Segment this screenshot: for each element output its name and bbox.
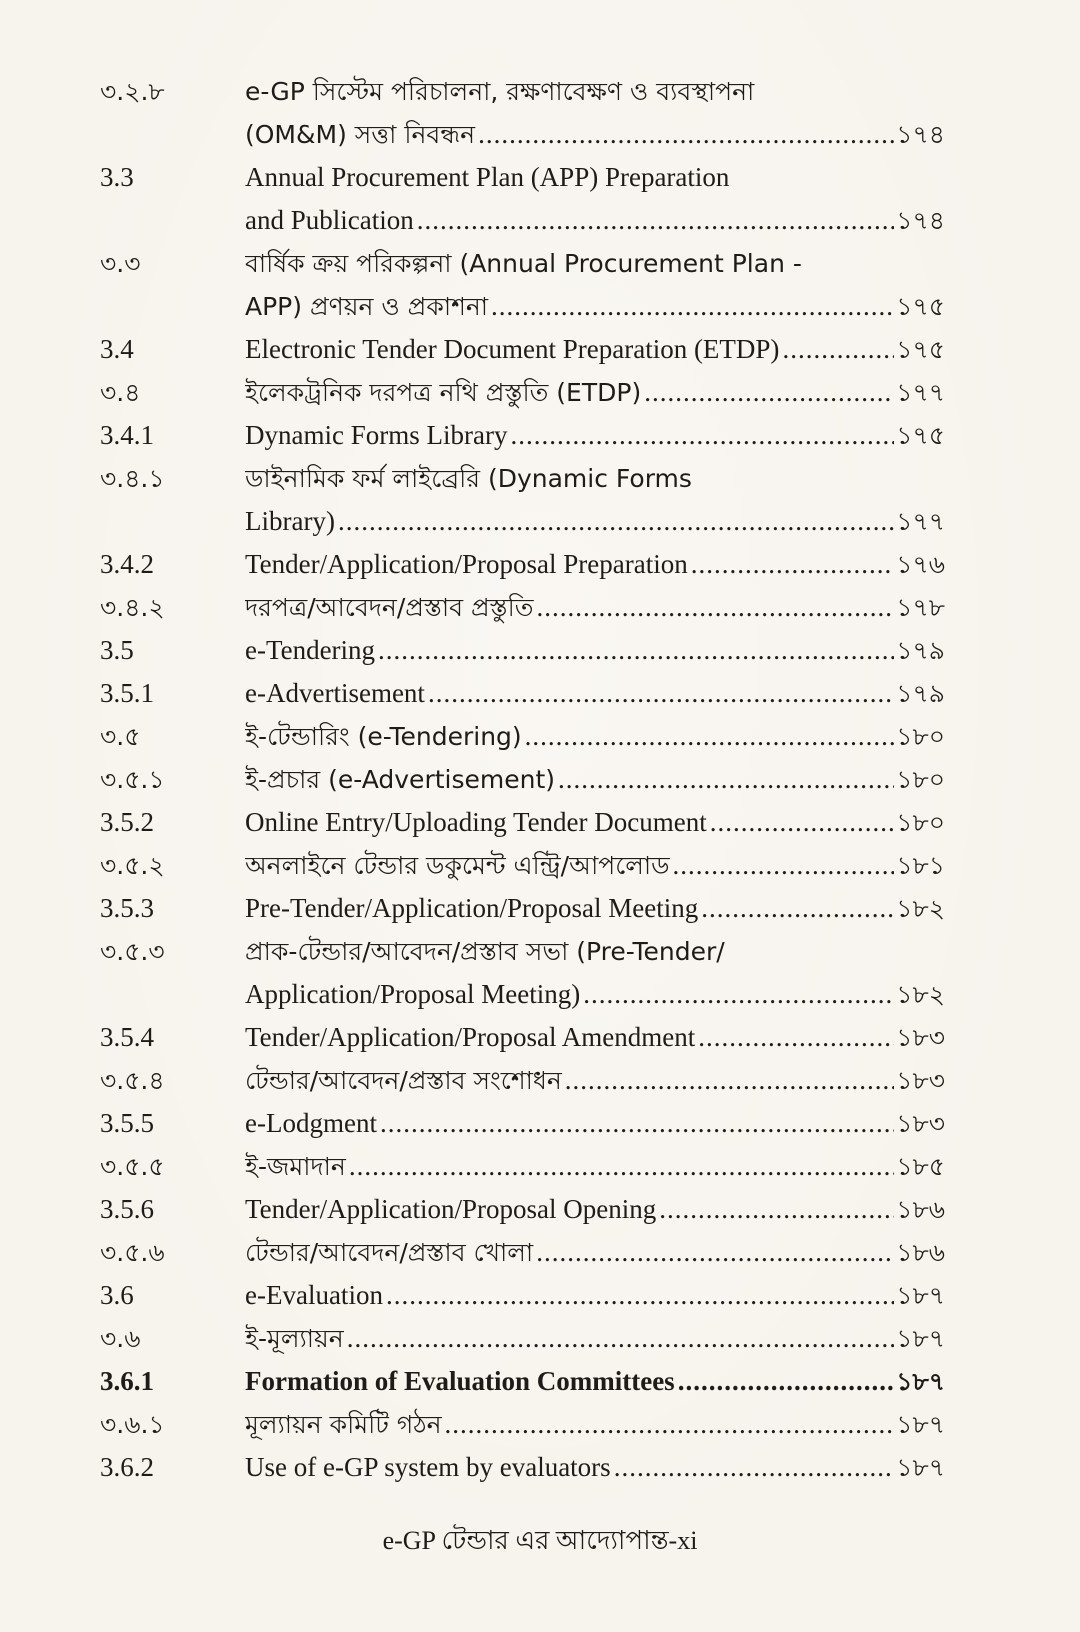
toc-entry <box>100 844 945 887</box>
entry-title: Online Entry/Uploading Tender Document <box>245 807 707 837</box>
toc-entry <box>100 672 945 715</box>
entry-body <box>245 1274 945 1317</box>
page-number: ১৮৬ <box>896 1195 945 1224</box>
entry-title: ই-প্রচার (e-Advertisement) <box>245 765 556 794</box>
entry-title-last-line <box>245 500 945 543</box>
dot-leader <box>698 887 894 930</box>
entry-body <box>245 242 945 328</box>
entry-title-last-line <box>245 328 945 371</box>
page-number: ১৮০ <box>896 808 945 837</box>
dot-leader <box>580 973 894 1016</box>
toc-entry <box>100 801 945 844</box>
page-number: ১৮৭ <box>896 1410 945 1439</box>
entry-title-last-line <box>245 1231 945 1274</box>
section-number: ৩.৪ <box>100 378 141 407</box>
entry-title-last-line <box>245 973 945 1016</box>
toc-entry <box>100 930 945 1016</box>
entry-body <box>245 715 945 758</box>
section-number: 3.5.4 <box>100 1022 154 1052</box>
entry-title-last-line <box>245 1274 945 1317</box>
page-number: ১৭৪ <box>896 120 945 149</box>
section-number: 3.4.1 <box>100 420 154 450</box>
dot-leader <box>442 1403 895 1446</box>
entry-body <box>245 887 945 930</box>
page-number: ১৮২ <box>896 980 945 1009</box>
page-number: ১৮০ <box>896 722 945 751</box>
page-number: ১৮৭ <box>896 1367 945 1396</box>
page-number: ১৭৬ <box>896 550 945 579</box>
page-number: ১৭৫ <box>896 292 945 321</box>
entry-body <box>245 844 945 887</box>
entry-title: Application/Proposal Meeting) <box>245 979 581 1009</box>
page-number: ১৮০ <box>896 765 945 794</box>
entry-title: অনলাইনে টেন্ডার ডকুমেন্ট এন্ট্রি/আপলোড <box>245 851 670 880</box>
toc-entry <box>100 1317 945 1360</box>
entry-title-last-line <box>245 586 945 629</box>
page-number: ১৭৫ <box>896 421 945 450</box>
toc-entry <box>100 887 945 930</box>
toc-entry <box>100 543 945 586</box>
entry-title-last-line <box>245 629 945 672</box>
page-number: ১৮৩ <box>896 1066 945 1095</box>
entry-title: দরপত্র/আবেদন/প্রস্তাব প্রস্তুতি <box>245 593 534 622</box>
dot-leader <box>346 1145 894 1188</box>
dot-leader <box>425 672 894 715</box>
entry-title-last-line <box>245 801 945 844</box>
page-number: ১৭৯ <box>896 636 945 665</box>
section-number: 3.4 <box>100 334 134 364</box>
page-footer: e-GP টেন্ডার এর আদ্যোপান্ত-xi <box>382 1526 698 1555</box>
entry-title-last-line <box>245 672 945 715</box>
dot-leader <box>562 1059 895 1102</box>
dot-leader <box>534 586 895 629</box>
entry-title: ই-মূল্যায়ন <box>245 1324 344 1353</box>
entry-body <box>245 1059 945 1102</box>
section-number: 3.6.1 <box>100 1366 154 1396</box>
dot-leader <box>555 758 894 801</box>
page-number: ১৮৭ <box>896 1324 945 1353</box>
entry-title: Pre-Tender/Application/Proposal Meeting <box>245 893 699 923</box>
toc-entry <box>100 1274 945 1317</box>
entry-title-line: ডাইনামিক ফর্ম লাইব্রেরি (Dynamic Forms <box>245 464 692 493</box>
dot-leader <box>375 629 894 672</box>
toc-entry <box>100 1016 945 1059</box>
entry-title-last-line <box>245 844 945 887</box>
section-number: ৩.৩ <box>100 249 141 278</box>
entry-title-last-line <box>245 1403 945 1446</box>
section-number: 3.5.1 <box>100 678 154 708</box>
section-number: ৩.৪.২ <box>100 593 165 622</box>
dot-leader <box>335 500 894 543</box>
dot-leader <box>707 801 895 844</box>
section-number: 3.5.5 <box>100 1108 154 1138</box>
entry-title: টেন্ডার/আবেদন/প্রস্তাব সংশোধন <box>245 1066 562 1095</box>
entry-title-line: e-GP সিস্টেম পরিচালনা, রক্ষণাবেক্ষণ ও ব্যবস্থাপনা <box>245 77 755 106</box>
toc-entry <box>100 758 945 801</box>
entry-body <box>245 1145 945 1188</box>
dot-leader <box>611 1446 895 1489</box>
toc-entry <box>100 715 945 758</box>
toc-entry <box>100 1360 945 1403</box>
entry-body <box>245 1403 945 1446</box>
section-number: 3.6.2 <box>100 1452 154 1482</box>
dot-leader <box>688 543 895 586</box>
entry-title-last-line <box>245 1016 945 1059</box>
toc-entry <box>100 629 945 672</box>
entry-title: ই-টেন্ডারিং (e-Tendering) <box>245 722 522 751</box>
section-number: 3.5.3 <box>100 893 154 923</box>
page-number: ১৮৭ <box>896 1453 945 1482</box>
entry-body <box>245 1102 945 1145</box>
section-number: 3.3 <box>100 162 134 192</box>
toc-entry <box>100 586 945 629</box>
entry-body <box>245 371 945 414</box>
toc-entry <box>100 1145 945 1188</box>
entry-body <box>245 672 945 715</box>
entry-title-line: Annual Procurement Plan (APP) Preparation <box>245 162 730 192</box>
toc-entry <box>100 414 945 457</box>
entry-title-line: বার্ষিক ক্রয় পরিকল্পনা (Annual Procurement Plan - <box>245 249 802 278</box>
toc-entry <box>100 1403 945 1446</box>
dot-leader <box>522 715 895 758</box>
section-number: 3.5.6 <box>100 1194 154 1224</box>
section-number: 3.5 <box>100 635 134 665</box>
entry-body <box>245 758 945 801</box>
entry-title: APP) প্রণয়ন ও প্রকাশনা <box>245 292 489 321</box>
entry-title: and Publication <box>245 205 414 235</box>
table-of-contents <box>100 70 945 1489</box>
section-number: ৩.৫.২ <box>100 851 165 880</box>
entry-title-last-line <box>245 758 945 801</box>
entry-body <box>245 414 945 457</box>
dot-leader <box>488 285 894 328</box>
toc-entry <box>100 1102 945 1145</box>
entry-body <box>245 70 945 156</box>
page-number: ১৮৩ <box>896 1023 945 1052</box>
dot-leader <box>779 328 894 371</box>
entry-body <box>245 1317 945 1360</box>
entry-title-last-line <box>245 1145 945 1188</box>
entry-body <box>245 1360 945 1403</box>
entry-title-last-line <box>245 1317 945 1360</box>
page-number: ১৭৭ <box>896 507 945 536</box>
toc-entry <box>100 1231 945 1274</box>
section-number: ৩.৬ <box>100 1324 141 1353</box>
page-number: ১৮২ <box>896 894 945 923</box>
entry-title: Formation of Evaluation Committees <box>245 1366 675 1396</box>
entry-title: e-Lodgment <box>245 1108 377 1138</box>
entry-title: টেন্ডার/আবেদন/প্রস্তাব খোলা <box>245 1238 534 1267</box>
entry-title-last-line <box>245 414 945 457</box>
entry-title: Tender/Application/Proposal Amendment <box>245 1022 696 1052</box>
entry-body <box>245 1231 945 1274</box>
page-number: ১৭৫ <box>896 335 945 364</box>
page-number: ১৭৮ <box>896 593 945 622</box>
page-number: ১৮৭ <box>896 1281 945 1310</box>
entry-body <box>245 457 945 543</box>
entry-title-last-line <box>245 887 945 930</box>
entry-title: e-Evaluation <box>245 1280 383 1310</box>
entry-title: Tender/Application/Proposal Opening <box>245 1194 657 1224</box>
toc-entry <box>100 1059 945 1102</box>
entry-title-last-line <box>245 1446 945 1489</box>
dot-leader <box>377 1102 894 1145</box>
entry-title: Library) <box>245 506 335 536</box>
entry-body <box>245 1446 945 1489</box>
section-number: 3.4.2 <box>100 549 154 579</box>
entry-body <box>245 586 945 629</box>
entry-body <box>245 328 945 371</box>
page-number: ১৮১ <box>896 851 945 880</box>
dot-leader <box>414 199 895 242</box>
section-number: ৩.২.৮ <box>100 77 165 106</box>
toc-entry <box>100 1446 945 1489</box>
page-number: ১৭৭ <box>896 378 945 407</box>
toc-entry <box>100 70 945 156</box>
section-number: ৩.৪.১ <box>100 464 165 493</box>
entry-body <box>245 543 945 586</box>
entry-title-last-line <box>245 1360 945 1403</box>
entry-title-last-line <box>245 543 945 586</box>
entry-body <box>245 930 945 1016</box>
page-number: ১৮৫ <box>896 1152 945 1181</box>
dot-leader <box>533 1231 894 1274</box>
entry-body <box>245 1188 945 1231</box>
entry-body <box>245 1016 945 1059</box>
toc-entry <box>100 156 945 242</box>
dot-leader <box>656 1188 894 1231</box>
dot-leader <box>670 844 895 887</box>
entry-title-last-line <box>245 715 945 758</box>
entry-body <box>245 629 945 672</box>
dot-leader <box>383 1274 894 1317</box>
entry-title-last-line <box>245 371 945 414</box>
toc-entry <box>100 1188 945 1231</box>
entry-title: Dynamic Forms Library <box>245 420 508 450</box>
toc-entry <box>100 328 945 371</box>
entry-title-last-line <box>245 1188 945 1231</box>
dot-leader <box>675 1360 895 1403</box>
entry-body <box>245 156 945 242</box>
page-number: ১৮৩ <box>896 1109 945 1138</box>
dot-leader <box>695 1016 894 1059</box>
entry-title: Electronic Tender Document Preparation (ETDP) <box>245 334 780 364</box>
page-number: ১৮৬ <box>896 1238 945 1267</box>
entry-title: e-Tendering <box>245 635 376 665</box>
section-number: ৩.৫.৫ <box>100 1152 165 1181</box>
dot-leader <box>641 371 894 414</box>
section-number: 3.5.2 <box>100 807 154 837</box>
entry-title-last-line <box>245 199 945 242</box>
toc-entry <box>100 242 945 328</box>
section-number: ৩.৫.৬ <box>100 1238 165 1267</box>
section-number: ৩.৫.১ <box>100 765 165 794</box>
entry-title-line: প্রাক-টেন্ডার/আবেদন/প্রস্তাব সভা (Pre-Tender/ <box>245 937 725 966</box>
section-number: 3.6 <box>100 1280 134 1310</box>
entry-title: মূল্যায়ন কমিটি গঠন <box>245 1410 442 1439</box>
dot-leader <box>475 113 894 156</box>
entry-title: Tender/Application/Proposal Preparation <box>245 549 688 579</box>
section-number: ৩.৬.১ <box>100 1410 165 1439</box>
section-number: ৩.৫ <box>100 722 141 751</box>
page-number: ১৭৯ <box>896 679 945 708</box>
entry-title: ইলেকট্রনিক দরপত্র নথি প্রস্তুতি (ETDP) <box>245 378 642 407</box>
dot-leader <box>344 1317 895 1360</box>
dot-leader <box>507 414 894 457</box>
entry-title: (OM&M) সত্তা নিবন্ধন <box>245 120 476 149</box>
entry-title: ই-জমাদান <box>245 1152 346 1181</box>
entry-title-last-line <box>245 285 945 328</box>
entry-title: Use of e-GP system by evaluators <box>245 1452 611 1482</box>
entry-title: e-Advertisement <box>245 678 425 708</box>
toc-entry <box>100 457 945 543</box>
entry-title-last-line <box>245 1102 945 1145</box>
section-number: ৩.৫.৩ <box>100 937 165 966</box>
section-number: ৩.৫.৪ <box>100 1066 165 1095</box>
entry-body <box>245 801 945 844</box>
entry-title-last-line <box>245 113 945 156</box>
page-number: ১৭৪ <box>896 206 945 235</box>
entry-title-last-line <box>245 1059 945 1102</box>
toc-entry <box>100 371 945 414</box>
